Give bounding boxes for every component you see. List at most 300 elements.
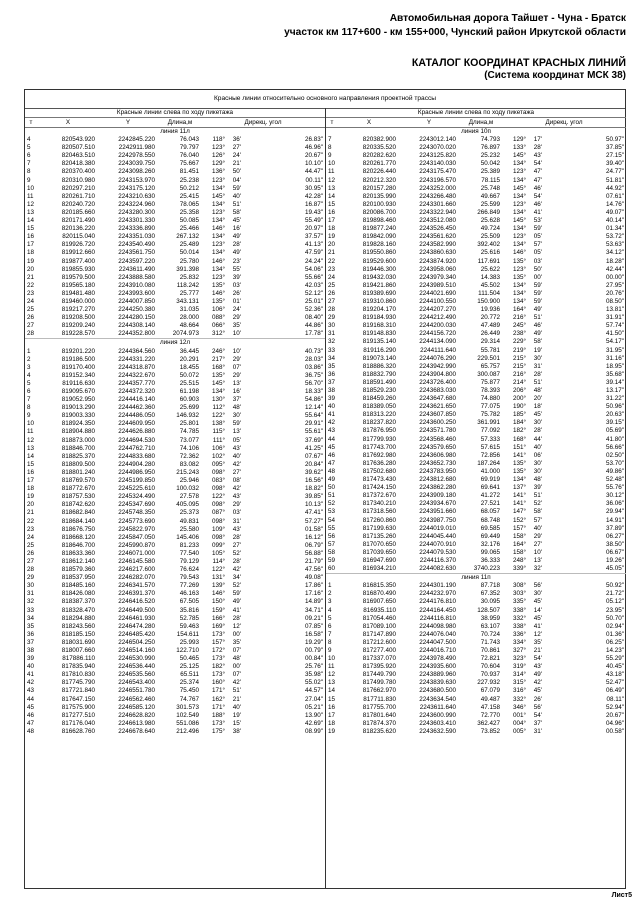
length: 25.415 — [179, 192, 199, 200]
point-id: 38 — [27, 647, 35, 654]
angle-minutes: 12' — [232, 622, 241, 630]
angle-seconds: 19.29" — [305, 638, 323, 646]
y-coordinate: 2243978.490 — [419, 655, 456, 663]
x-coordinate: 818243.560 — [61, 622, 95, 630]
table-row — [25, 380, 325, 388]
y-coordinate: 2243839.630 — [419, 679, 456, 687]
table-row — [25, 152, 325, 160]
angle-minutes: 19' — [533, 346, 542, 354]
left-caption: Красные линии слева по ходу пикетажа — [25, 108, 325, 118]
y-coordinate: 2244250.380 — [118, 306, 155, 314]
y-coordinate: 2245847.050 — [118, 533, 155, 541]
angle-seconds: 56.70" — [305, 379, 323, 387]
point-id: 48 — [328, 467, 336, 475]
table-row — [25, 493, 325, 501]
y-coordinate: 2243561.750 — [118, 249, 155, 257]
angle-degrees: 159° — [211, 606, 225, 614]
point-id: 35 — [27, 622, 35, 630]
point-id: 15 — [328, 695, 336, 703]
point-id: 25 — [27, 306, 35, 314]
point-id: 9 — [328, 152, 332, 160]
x-coordinate: 818237.820 — [362, 419, 396, 427]
y-coordinate: 2244372.320 — [118, 388, 155, 395]
table-row — [326, 671, 626, 679]
angle-minutes: 00' — [232, 663, 241, 671]
angle-minutes: 52' — [232, 549, 241, 557]
point-id: 41 — [27, 671, 35, 679]
table-row — [25, 209, 325, 217]
y-coordinate: 2244694.530 — [118, 436, 155, 444]
point-id: 19 — [27, 257, 35, 265]
point-id: 13 — [27, 208, 35, 216]
length: 25.466 — [179, 225, 199, 233]
length: 41.272 — [480, 492, 500, 500]
length: 65.757 — [480, 362, 500, 370]
table-row — [25, 445, 325, 453]
table-row — [25, 241, 325, 249]
x-coordinate: 820370.400 — [61, 168, 95, 176]
table-row — [25, 534, 325, 542]
point-id: 26 — [27, 549, 35, 557]
x-coordinate: 817176.040 — [61, 719, 95, 727]
length: 212.496 — [176, 727, 199, 735]
angle-seconds: 16.58" — [305, 630, 323, 638]
x-coordinate: 818579.360 — [61, 566, 95, 574]
angle-seconds: 57.74" — [606, 322, 624, 330]
table-row — [326, 282, 626, 290]
angle-seconds: 00.79" — [305, 647, 323, 654]
angle-minutes: 26' — [533, 695, 542, 703]
length: 227.932 — [477, 679, 500, 687]
table-row — [326, 338, 626, 346]
x-coordinate: 817692.980 — [362, 451, 396, 459]
table-row — [326, 582, 626, 590]
angle-seconds: 13.81" — [606, 306, 624, 314]
y-coordinate: 2244626.880 — [118, 428, 155, 436]
point-id: 56 — [328, 532, 336, 540]
x-coordinate: 820282.620 — [362, 152, 396, 160]
y-coordinate: 2245990.870 — [118, 541, 155, 549]
x-coordinate: 817886.110 — [62, 655, 95, 663]
table-row — [25, 233, 325, 241]
y-coordinate: 2246474.280 — [118, 622, 155, 630]
x-coordinate: 818633.360 — [61, 549, 95, 557]
angle-minutes: 40' — [232, 703, 241, 711]
angle-minutes: 10' — [533, 548, 542, 556]
length: 100.032 — [176, 485, 199, 493]
x-coordinate: 817473.430 — [362, 476, 396, 484]
angle-seconds: 20.97" — [305, 225, 323, 233]
angle-degrees: 173° — [211, 655, 225, 663]
table-row — [25, 469, 325, 477]
table-row — [326, 687, 626, 695]
angle-degrees: 123° — [512, 265, 526, 273]
angle-minutes: 35' — [232, 322, 241, 330]
angle-seconds: 36.75" — [305, 371, 323, 379]
y-coordinate: 2243540.490 — [118, 241, 155, 249]
angle-seconds: 02.50" — [606, 451, 624, 459]
angle-seconds: 18.28" — [606, 257, 624, 265]
angle-minutes: 51' — [533, 314, 542, 322]
table-row — [25, 663, 325, 671]
angle-seconds: 55.49" — [305, 217, 323, 225]
length: 27.578 — [179, 493, 199, 501]
angle-seconds: 08.50" — [606, 297, 624, 305]
angle-minutes: 08' — [232, 477, 241, 485]
table-row — [25, 501, 325, 509]
point-id: 30 — [27, 582, 35, 590]
y-coordinate: 2244098.980 — [419, 622, 456, 630]
angle-degrees: 182° — [512, 427, 526, 435]
x-coordinate: 820171.490 — [61, 217, 95, 225]
y-coordinate: 2244904.280 — [118, 460, 155, 468]
point-id: 33 — [328, 346, 336, 354]
angle-degrees: 323° — [512, 655, 526, 663]
angle-degrees: 346° — [512, 703, 526, 711]
angle-degrees: 123° — [512, 200, 526, 208]
col-y: Y — [426, 119, 432, 126]
length: 70.861 — [480, 647, 500, 654]
angle-seconds: 14.23" — [606, 647, 624, 654]
point-id: 6 — [27, 388, 31, 395]
x-coordinate: 817135.260 — [362, 532, 396, 540]
angle-degrees: 216° — [512, 314, 526, 322]
angle-minutes: 45' — [533, 598, 542, 606]
table-row — [25, 671, 325, 679]
x-coordinate: 819877.400 — [61, 257, 95, 265]
length: 47.489 — [480, 322, 500, 330]
angle-minutes: 53' — [533, 217, 542, 225]
angle-degrees: 335° — [512, 598, 526, 606]
angle-minutes: 36' — [232, 136, 241, 144]
angle-degrees: 327° — [512, 647, 526, 654]
angle-seconds: 55.61" — [305, 428, 323, 436]
length: 49.831 — [179, 517, 199, 525]
point-id: 17 — [27, 477, 35, 485]
y-coordinate: 2243579.650 — [419, 443, 456, 451]
length: 46.163 — [179, 590, 199, 598]
x-coordinate: 819550.860 — [362, 249, 396, 257]
angle-seconds: 53.63" — [606, 241, 624, 249]
table-row — [326, 728, 626, 736]
table-row — [326, 395, 626, 403]
angle-seconds: 52.36" — [305, 306, 323, 314]
point-id: 3 — [328, 598, 332, 606]
table-row — [25, 639, 325, 647]
point-id: 11 — [27, 192, 34, 200]
angle-seconds: 50.92" — [606, 582, 624, 590]
x-coordinate: 817277.400 — [362, 647, 396, 654]
angle-degrees: 229° — [512, 338, 526, 346]
angle-degrees: 134° — [512, 476, 526, 484]
angle-seconds: 55.64" — [305, 412, 323, 420]
y-coordinate: 2242978.550 — [118, 152, 155, 160]
length: 77.075 — [480, 403, 500, 411]
x-coordinate: 817835.940 — [61, 663, 95, 671]
y-coordinate: 2244486.050 — [118, 412, 155, 420]
angle-degrees: 146° — [211, 590, 225, 598]
point-id: 16 — [27, 233, 35, 241]
angle-seconds: 49.86" — [606, 467, 624, 475]
x-coordinate: 819877.240 — [362, 225, 396, 233]
angle-degrees: 135° — [211, 281, 225, 289]
point-id: 13 — [27, 444, 35, 452]
point-id: 29 — [27, 574, 35, 582]
length: 25.580 — [179, 525, 199, 533]
angle-minutes: 30' — [533, 459, 542, 467]
point-id: 21 — [328, 249, 336, 257]
length: 2074.973 — [172, 330, 199, 338]
x-coordinate: 818313.220 — [362, 411, 396, 419]
y-coordinate: 2243958.060 — [419, 265, 456, 273]
angle-seconds: 38.50" — [606, 540, 624, 548]
angle-degrees: 123° — [211, 273, 225, 281]
angle-seconds: 19.43" — [305, 208, 323, 216]
y-coordinate: 2243909.180 — [419, 492, 456, 500]
angle-degrees: 215° — [512, 362, 526, 370]
angle-seconds: 37.57" — [305, 233, 323, 241]
x-coordinate: 819013.290 — [61, 404, 95, 412]
angle-minutes: 44' — [533, 435, 542, 443]
angle-degrees: 134° — [211, 265, 225, 273]
point-id: 19 — [328, 233, 336, 241]
table-row — [326, 314, 626, 322]
y-coordinate: 2243266.480 — [419, 192, 456, 200]
angle-degrees: 098° — [211, 501, 225, 509]
x-coordinate: 819184.930 — [362, 314, 396, 322]
y-coordinate: 2243175.120 — [118, 184, 155, 192]
angle-minutes: 20' — [533, 395, 542, 403]
angle-minutes: 45' — [533, 411, 542, 419]
point-id: 20 — [27, 265, 35, 273]
road-title: Автомобильная дорога Тайшет - Чуна - Братск — [389, 13, 626, 24]
length: 111.504 — [478, 289, 500, 297]
length: 74.793 — [480, 136, 500, 144]
table-row — [326, 379, 626, 387]
x-coordinate: 817337.070 — [362, 655, 396, 663]
angle-minutes: 41' — [533, 622, 542, 630]
angle-degrees: 111° — [212, 436, 225, 444]
coordinates-table — [24, 89, 626, 889]
x-coordinate: 817801.640 — [362, 711, 396, 719]
length: 27.521 — [480, 500, 500, 508]
table-row — [326, 557, 626, 565]
column-header — [326, 118, 626, 128]
angle-minutes: 29' — [232, 501, 241, 509]
length: 57.333 — [480, 435, 500, 443]
x-coordinate: 819135.140 — [362, 338, 396, 346]
point-id: 47 — [328, 459, 336, 467]
x-coordinate: 820543.920 — [61, 136, 95, 144]
length: 70.604 — [480, 663, 500, 671]
length: 77.092 — [480, 427, 500, 435]
angle-minutes: 55' — [232, 265, 241, 273]
x-coordinate: 820418.380 — [61, 160, 95, 168]
y-coordinate: 2244357.770 — [118, 379, 155, 387]
table-row — [25, 485, 325, 493]
angle-seconds: 54.86" — [305, 396, 323, 404]
point-id: 18 — [328, 225, 336, 233]
table-row — [25, 372, 325, 380]
y-coordinate: 2243611.490 — [118, 265, 155, 273]
angle-minutes: 28' — [232, 533, 241, 541]
col-angle: Дирекц. угол — [244, 119, 282, 126]
x-coordinate: 817372.670 — [362, 492, 396, 500]
angle-degrees: 087° — [211, 509, 225, 517]
point-id: 36 — [27, 630, 35, 638]
y-coordinate: 2243874.920 — [419, 257, 456, 265]
table-row — [25, 185, 325, 193]
table-row — [25, 356, 325, 364]
angle-degrees: 106° — [211, 444, 225, 452]
col-point: т — [29, 119, 33, 126]
angle-degrees: 141° — [512, 492, 526, 500]
length: 36.445 — [179, 347, 199, 355]
y-coordinate: 2243012.140 — [419, 136, 456, 144]
line-label: линия 10п — [461, 128, 491, 135]
angle-degrees: 134° — [512, 281, 526, 289]
y-coordinate: 2245773.690 — [118, 517, 155, 525]
y-coordinate: 2243175.470 — [419, 168, 456, 176]
y-coordinate: 2246461.930 — [118, 614, 155, 622]
table-row — [326, 290, 626, 298]
angle-seconds: 13.17" — [606, 387, 624, 394]
table-row — [25, 420, 325, 428]
angle-degrees: 217° — [211, 355, 225, 363]
table-row — [326, 387, 626, 395]
y-coordinate: 2243603.410 — [419, 719, 456, 727]
angle-seconds: 19.26" — [606, 556, 624, 564]
angle-minutes: 42' — [232, 460, 241, 468]
length: 26.449 — [480, 330, 500, 338]
angle-minutes: 59' — [232, 420, 241, 428]
angle-degrees: 157° — [211, 638, 225, 646]
angle-minutes: 59' — [533, 225, 542, 233]
angle-degrees: 134° — [512, 289, 526, 297]
length: 69.641 — [480, 484, 500, 492]
x-coordinate: 818684.140 — [61, 517, 95, 525]
angle-degrees: 130° — [211, 396, 225, 404]
point-id: 14 — [27, 452, 35, 460]
angle-degrees: 135° — [512, 459, 526, 467]
point-id: 19 — [328, 727, 336, 735]
x-coordinate: 819170.400 — [61, 363, 95, 371]
angle-seconds: 01.36" — [606, 630, 624, 638]
angle-minutes: 49' — [533, 306, 542, 314]
y-coordinate: 2243322.940 — [419, 208, 456, 216]
angle-minutes: 46' — [533, 184, 542, 192]
angle-seconds: 07.67" — [305, 452, 323, 460]
x-coordinate: 818537.950 — [61, 574, 95, 582]
x-coordinate: 820100.930 — [362, 200, 396, 208]
point-id: 10 — [27, 184, 35, 192]
length: 25.832 — [179, 273, 199, 281]
point-id: 12 — [328, 671, 336, 679]
angle-minutes: 27' — [232, 468, 241, 476]
length: 59.463 — [179, 622, 199, 630]
x-coordinate: 819389.690 — [362, 289, 396, 297]
angle-seconds: 18.95" — [606, 362, 624, 370]
angle-degrees: 146° — [211, 257, 225, 265]
angle-minutes: 28' — [533, 427, 542, 435]
angle-minutes: 37' — [533, 719, 542, 727]
point-id: 12 — [27, 436, 35, 444]
point-id: 4 — [27, 136, 31, 144]
x-coordinate: 819152.340 — [61, 371, 95, 379]
x-coordinate: 818294.880 — [61, 614, 95, 622]
length: 18.455 — [179, 363, 199, 371]
angle-seconds: 29.94" — [606, 508, 624, 516]
angle-degrees: 166° — [211, 614, 225, 622]
angle-degrees: 098° — [211, 533, 225, 541]
x-coordinate: 818031.690 — [61, 638, 95, 646]
point-id: 28 — [328, 306, 336, 314]
angle-minutes: 59' — [533, 297, 542, 305]
y-coordinate: 2244100.550 — [419, 297, 456, 305]
angle-minutes: 57' — [533, 241, 542, 249]
table-row — [25, 704, 325, 712]
point-id: 31 — [27, 590, 35, 598]
x-coordinate: 817147.890 — [362, 630, 396, 638]
point-id: 27 — [328, 297, 336, 305]
x-coordinate: 817424.150 — [362, 484, 396, 492]
point-id: 42 — [27, 679, 35, 687]
catalog-subtitle: (Система координат МСК 38) — [484, 70, 626, 81]
angle-minutes: 31' — [232, 517, 241, 525]
table-row — [25, 290, 325, 298]
y-coordinate: 2244331.220 — [118, 355, 155, 363]
angle-minutes: 41' — [232, 606, 241, 614]
angle-minutes: 19' — [232, 711, 241, 719]
length: 72.770 — [480, 711, 500, 719]
angle-minutes: 27' — [232, 144, 241, 152]
angle-minutes: 32' — [533, 565, 542, 573]
angle-degrees: 136° — [211, 168, 225, 176]
length: 29.314 — [480, 338, 500, 346]
angle-degrees: 123° — [211, 208, 225, 216]
angle-minutes: 40' — [533, 524, 542, 532]
angle-degrees: 134° — [211, 200, 225, 208]
angle-minutes: 04' — [232, 176, 241, 184]
point-id: 35 — [328, 362, 336, 370]
x-coordinate: 819565.180 — [61, 281, 95, 289]
length: 215.243 — [176, 468, 199, 476]
point-id: 24 — [328, 273, 336, 281]
table-row — [326, 160, 626, 168]
angle-seconds: 50.97" — [606, 136, 624, 144]
angle-minutes: 47' — [533, 168, 542, 176]
point-id: 46 — [27, 711, 35, 719]
angle-degrees: 133° — [512, 144, 526, 152]
angle-seconds: 41.25" — [305, 444, 323, 452]
y-coordinate: 2244164.450 — [419, 606, 456, 614]
angle-degrees: 137° — [512, 484, 526, 492]
point-id: 36 — [328, 370, 336, 378]
angle-minutes: 43' — [232, 444, 241, 452]
angle-degrees: 123° — [211, 144, 225, 152]
x-coordinate: 818886.320 — [362, 362, 396, 370]
angle-degrees: 338° — [512, 622, 526, 630]
y-coordinate: 2246543.400 — [118, 679, 155, 687]
point-id: 6 — [328, 622, 332, 630]
angle-degrees: 135° — [211, 371, 225, 379]
angle-degrees: 164° — [512, 540, 526, 548]
y-coordinate: 2246628.820 — [118, 711, 155, 719]
table-row — [326, 355, 626, 363]
angle-seconds: 42.44" — [606, 265, 624, 273]
length: 49.667 — [480, 192, 500, 200]
y-coordinate: 2244082.630 — [419, 565, 456, 573]
